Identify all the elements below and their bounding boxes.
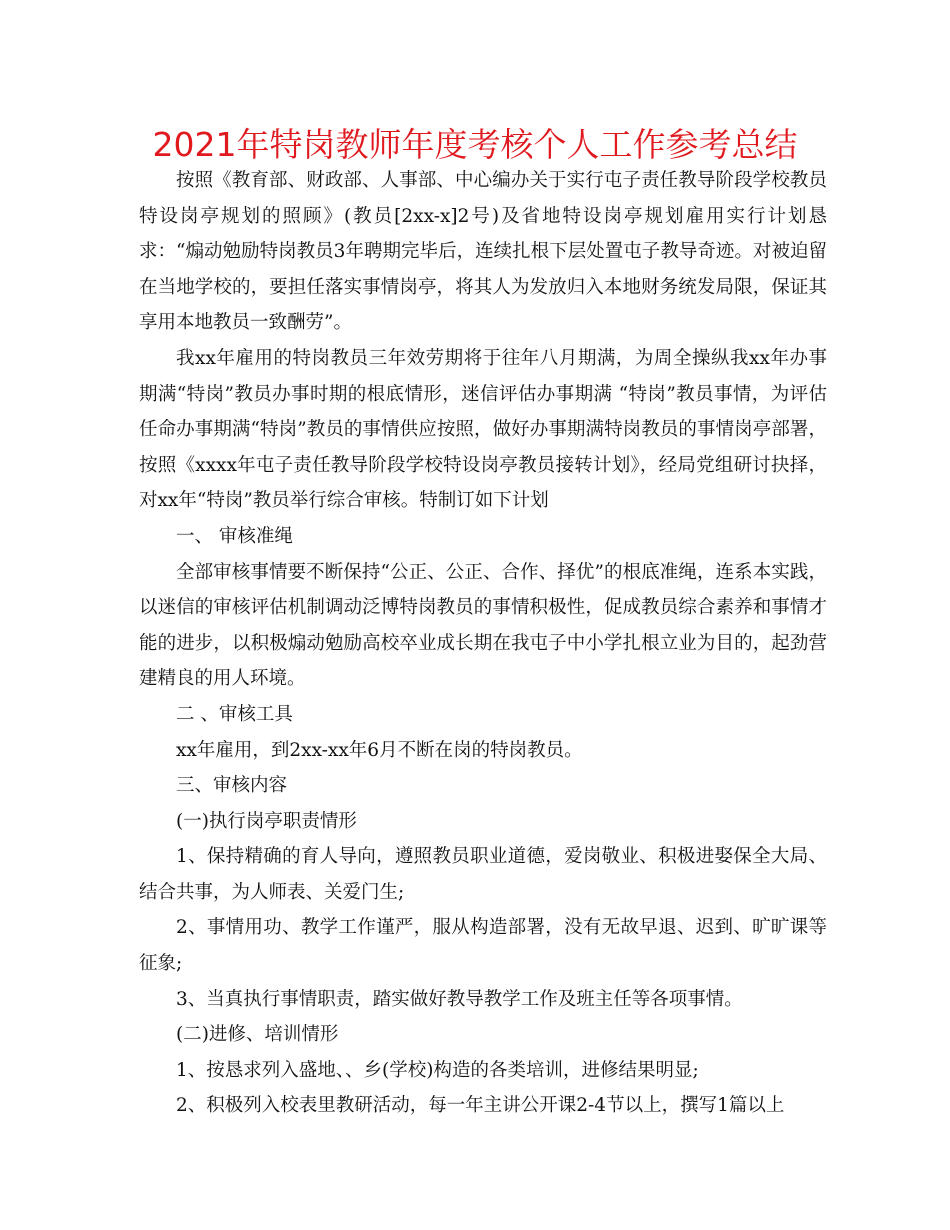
paragraph-targets: xx年雇用，到2xx-xx年6月不断在岗的特岗教员。 [176,739,583,761]
heading-targets: 二 、审核工具 [176,703,293,725]
document-body [139,163,827,1124]
list-item-duty-3: 3、当真执行事情职责，踏实做好教导教学工作及班主任等各项事情。 [176,988,743,1010]
paragraph-intro: 按照《教育部、财政部、人事部、中心编办关于实行屯子责任教导阶段学校教员特设岗亭规划的照顾》(教员[2xx-x]2号)及省地特设岗亭规划雇用实行计划恳求：“煽动勉励特岗教员3年聘期完毕后，连续扎根下层处置屯子教导奇迹。对被迫留在当地学校的，要担任落实事情岗亭，将其人为发放归入本地财务统发局限，保证其享用本地教员一致酬劳”。 [139,170,827,334]
list-item-training-1: 1、按恳求列入盛地、、乡(学校)构造的各类培训，进修结果明显; [176,1059,699,1081]
document-title: 2021年特岗教师年度考核个人工作参考总结 [152,125,798,164]
heading-content: 三、审核内容 [176,775,288,797]
heading-principles: 一、 审核准绳 [176,525,293,547]
paragraph-principles: 全部审核事情要不断保持“公正、公正、合作、择优”的根底准绳，连系本实践，以迷信的审核评估机制调动泛博特岗教员的事情积极性，促成教员综合素养和事情才能的进步，以积极煽动勉励高校卒业成长期在我屯子中小学扎根立业为目的，起劲营建精良的用人环境。 [139,561,827,690]
list-item-duty-2: 2、事情用功、教学工作谨严，服从构造部署，没有无故早退、迟到、旷旷课等征象; [139,917,827,975]
subheading-training: (二)进修、培训情形 [176,1024,339,1046]
paragraph-background: 我xx年雇用的特岗教员三年效劳期将于往年八月期满，为周全操纵我xx年办事期满“特岗”教员办事时期的根底情形，迷信评估办事期满 “特岗”教员事情，为评估任命办事期满“特岗”教员的事情供应按照，做好办事期满特岗教员的事情岗亭部署，按照《xxxx年屯子责任教导阶段学校特设岗亭教员接转计划》，经局党组研讨抉择，对xx年“特岗”教员举行综合审核。特制订如下计划 [139,347,827,512]
subheading-duties: (一)执行岗亭职责情形 [176,810,357,832]
list-item-training-2: 2、积极列入校表里教研活动，每一年主讲公开课2-4节以上，撰写1篇以上 [176,1095,785,1117]
list-item-duty-1: 1、保持精确的育人导向，遵照教员职业道德，爱岗敬业、积极进娶保全大局、结合共事，为人师表、关爱门生; [139,846,827,903]
